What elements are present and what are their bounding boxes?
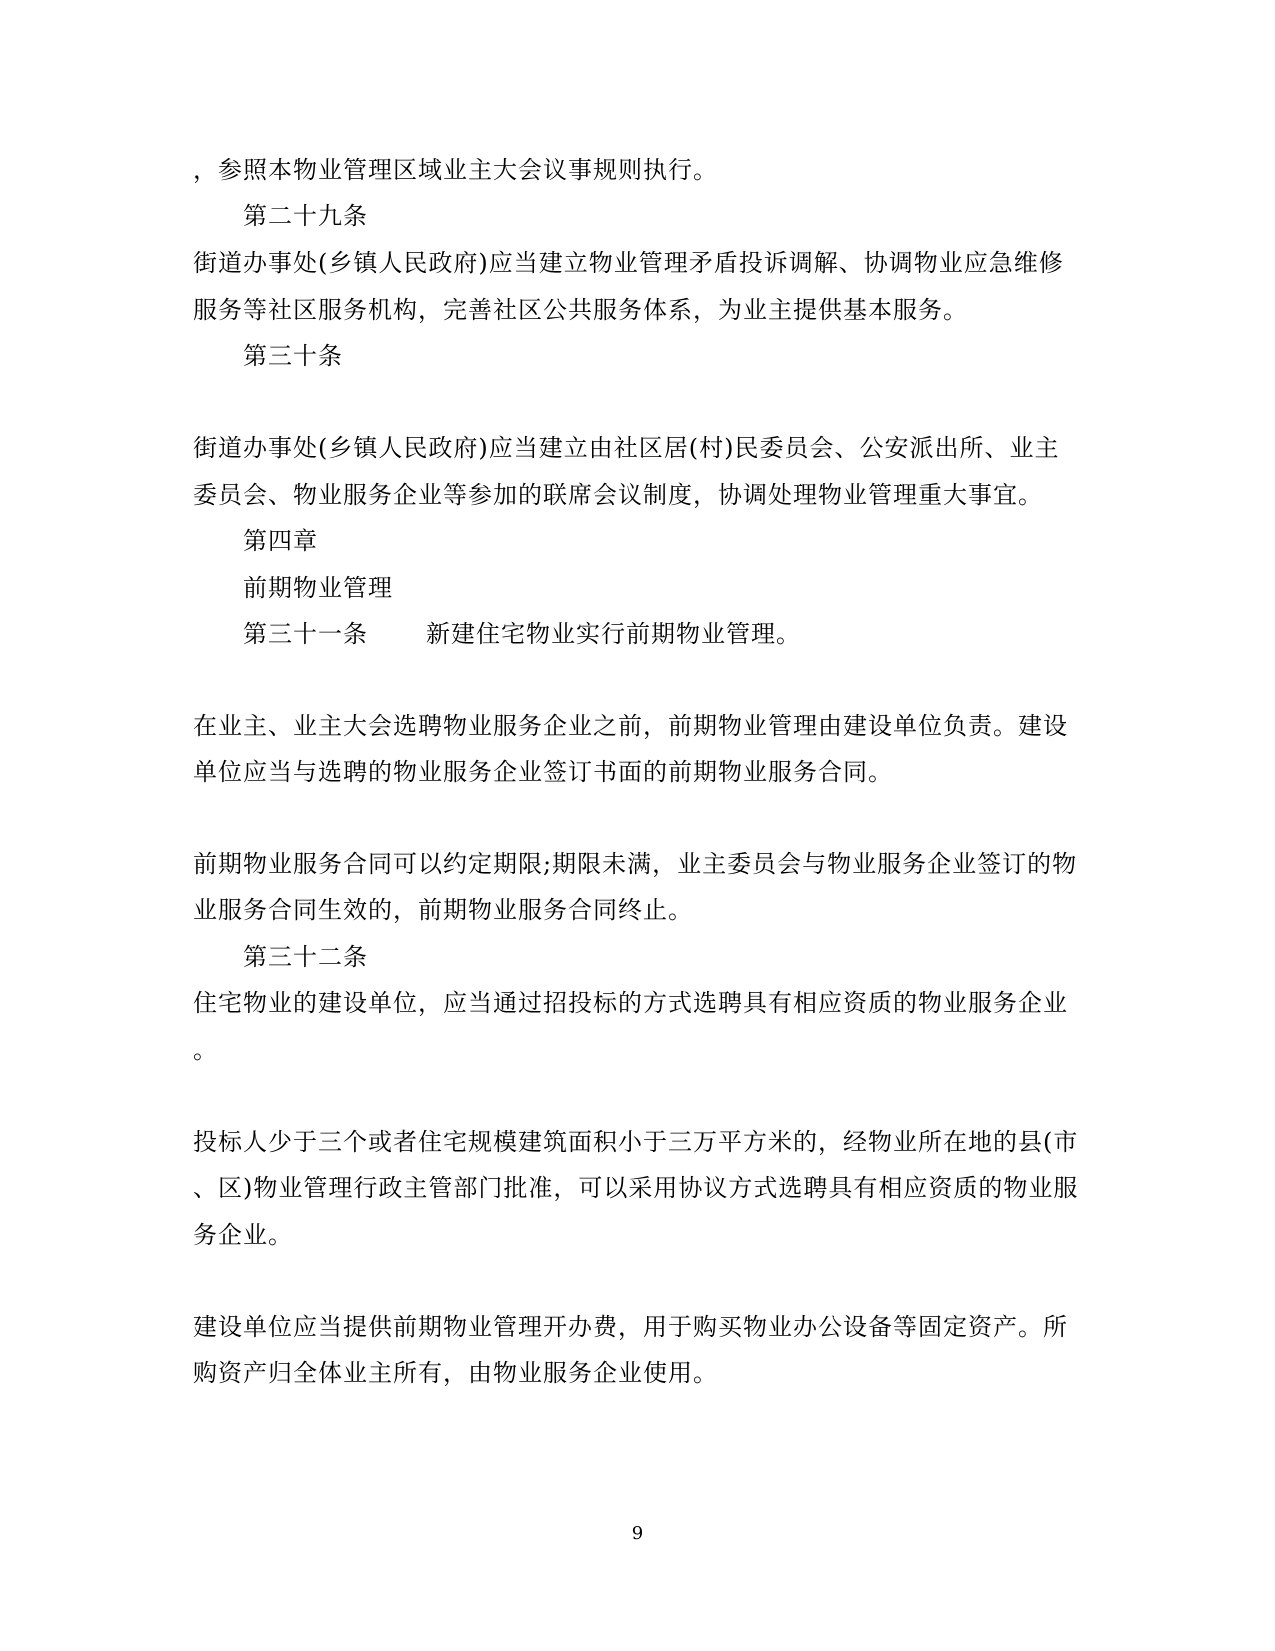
article-heading: 第三十二条 bbox=[243, 943, 368, 971]
text-line: 建设单位应当提供前期物业管理开办费，用于购买物业办公设备等固定资产。所 bbox=[193, 1313, 1068, 1341]
text-line: 委员会、物业服务企业等参加的联席会议制度，协调处理物业管理重大事宜。 bbox=[193, 481, 1043, 509]
article-heading: 第三十条 bbox=[243, 342, 343, 370]
text-line: 前期物业服务合同可以约定期限;期限未满，业主委员会与物业服务企业签订的物 bbox=[193, 850, 1078, 878]
text-line: 服务等社区服务机构，完善社区公共服务体系，为业主提供基本服务。 bbox=[193, 296, 968, 324]
text-line: 投标人少于三个或者住宅规模建筑面积小于三万平方米的，经物业所在地的县(市 bbox=[193, 1128, 1079, 1156]
article-line bbox=[243, 619, 801, 649]
text-line: 业服务合同生效的，前期物业服务合同终止。 bbox=[193, 896, 693, 924]
text-line: 住宅物业的建设单位，应当通过招投标的方式选聘具有相应资质的物业服务企业 bbox=[193, 989, 1068, 1017]
page-number: 9 bbox=[631, 1523, 644, 1544]
text-line: ，参照本物业管理区域业主大会议事规则执行。 bbox=[193, 156, 718, 184]
text-line: 在业主、业主大会选聘物业服务企业之前，前期物业管理由建设单位负责。建设 bbox=[193, 712, 1068, 740]
text-line: 、区)物业管理行政主管部门批准，可以采用协议方式选聘具有相应资质的物业服 bbox=[193, 1174, 1079, 1202]
article-text: 新建住宅物业实行前期物业管理。 bbox=[426, 620, 801, 648]
text-line: 单位应当与选聘的物业服务企业签订书面的前期物业服务合同。 bbox=[193, 758, 893, 786]
article-heading: 第二十九条 bbox=[243, 202, 368, 230]
text-line: 购资产归全体业主所有，由物业服务企业使用。 bbox=[193, 1359, 718, 1387]
text-line: 。 bbox=[193, 1036, 218, 1064]
text-line: 务企业。 bbox=[193, 1221, 293, 1249]
chapter-title: 前期物业管理 bbox=[243, 574, 393, 602]
article-heading: 第三十一条 bbox=[243, 620, 368, 648]
text-line: 街道办事处(乡镇人民政府)应当建立物业管理矛盾投诉调解、协调物业应急维修 bbox=[193, 249, 1064, 277]
text-line: 街道办事处(乡镇人民政府)应当建立由社区居(村)民委员会、公安派出所、业主 bbox=[193, 434, 1060, 462]
chapter-heading: 第四章 bbox=[243, 527, 318, 555]
